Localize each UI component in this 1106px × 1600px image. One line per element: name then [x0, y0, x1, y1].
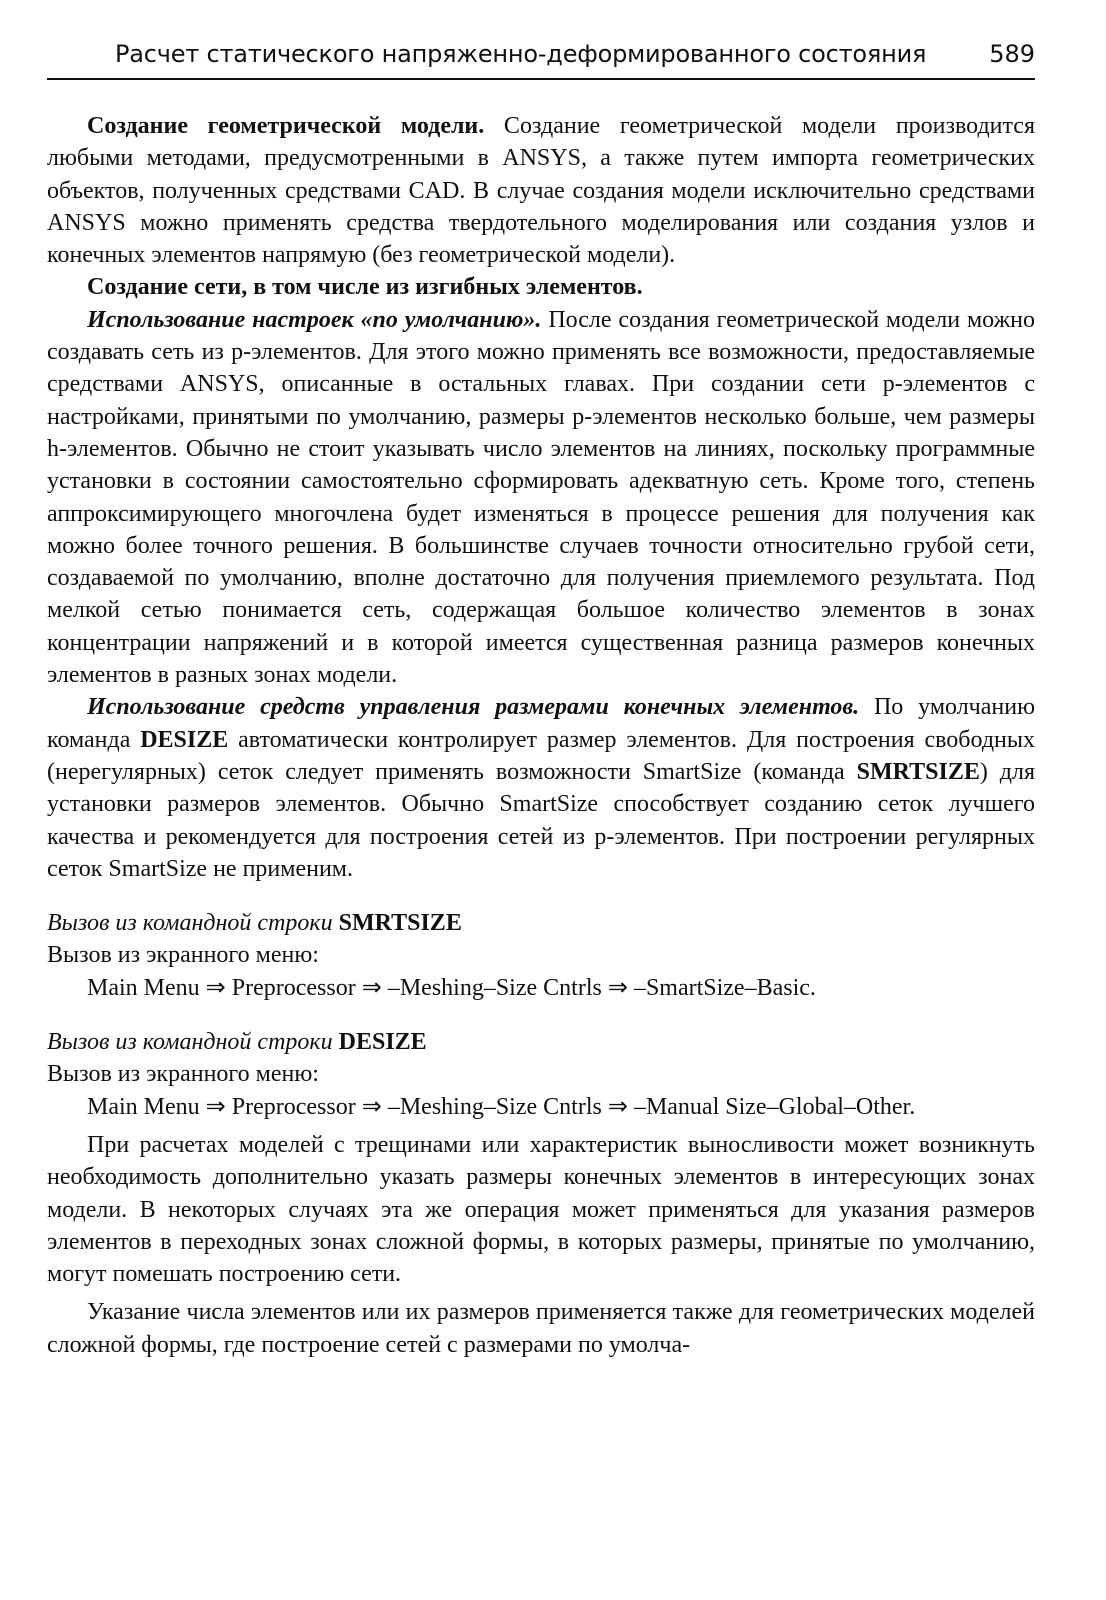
- spacer: [47, 1004, 1035, 1026]
- page-number: 589: [989, 40, 1035, 68]
- paragraph-mesh: [47, 271, 1035, 303]
- desize-menu-label: Вызов из экранного меню:: [47, 1061, 319, 1088]
- running-header-title: Расчет статического напряженно-деформированного состояния: [115, 40, 927, 68]
- page-body: [47, 110, 1035, 1361]
- paragraph-geometry: [47, 110, 1035, 271]
- desize-command-line: [47, 1026, 1035, 1058]
- smrtsize-command-name: SMRTSIZE: [338, 910, 462, 937]
- smrtsize-menu-label: Вызов из экранного меню:: [47, 942, 319, 969]
- spacer: [47, 885, 1035, 907]
- desize-command-name: DESIZE: [338, 1029, 427, 1056]
- desize-menu-path: Main Menu ⇒ Preprocessor ⇒ –Meshing–Size Cntrls ⇒ –Manual Size–Global–Other.: [87, 1093, 916, 1120]
- paragraph-defaults: [47, 304, 1035, 692]
- closing-paragraph-2: Указание числа элементов или их размеров применяется также для геометрических моделей сложной формы, где построение сетей с размерами по умолча-: [47, 1299, 1035, 1358]
- size-control-text-2: автоматически контролирует размер элементов. Для построения свободных (нерегулярных) сеток следует применять возможности SmartSize (команда: [47, 726, 1035, 785]
- heading-mesh: Создание сети, в том числе из изгибных элементов.: [87, 274, 643, 301]
- smrtsize-command-label: Вызов из командной строки: [47, 910, 333, 937]
- paragraph-geometry-text: Создание геометрической модели производится любыми методами, предусмотренными в ANSYS, а также путем импорта геометрических объектов, полученных средствами CAD. В случае создания модели исключительно средствами ANSYS можно применять средства твердотельного моделирования или создания узлов и конечных элементов напрямую (без геометрической модели).: [47, 113, 1035, 269]
- running-header: [47, 34, 1035, 80]
- smrtsize-menu-path: Main Menu ⇒ Preprocessor ⇒ –Meshing–Size Cntrls ⇒ –SmartSize–Basic.: [87, 974, 816, 1001]
- heading-defaults: Использование настроек «по умолчанию».: [87, 306, 542, 333]
- size-control-text-1: По умолчанию команда: [47, 694, 1036, 753]
- command-desize-inline: DESIZE: [140, 726, 229, 753]
- size-control-text-3: ) для установки размеров элементов. Обычно SmartSize способствует созданию сеток лучшего качества и рекомендуется для построения сетей из p-элементов. При построении регулярных сеток SmartSize не применим.: [47, 758, 1036, 882]
- paragraph-defaults-text: После создания геометрической модели можно создавать сеть из p-элементов. Для этого можно применять все возможности, предоставляемые средствами ANSYS, описанные в остальных главах. При создании сети p-элементов с настройками, принятыми по умолчанию, размеры p-элементов несколько больше, чем размеры h-элементов. Обычно не стоит указывать число элементов на линиях, поскольку программные установки в состоянии самостоятельно сформировать адекватную сеть. Кроме того, степень аппроксимирующего многочлена будет изменяться в процессе решения для получения как можно более точного решения. В большинстве случаев точности относительно грубой сети, создаваемой по умолчанию, вполне достаточно для получения приемлемого результата. Под мелкой сетью понимается сеть, содержащая большое количество элементов в зонах концентрации напряжений и в которой имеется существенная разница размеров конечных элементов в разных зонах модели.: [47, 306, 1036, 689]
- page: [47, 0, 1035, 1600]
- command-smrtsize-inline: SMRTSIZE: [856, 758, 980, 785]
- heading-size-control: Использование средств управления размерами конечных элементов.: [87, 694, 860, 721]
- closing-paragraph-1: При расчетах моделей с трещинами или характеристик выносливости может возникнуть необходимость дополнительно указать размеры конечных элементов в интересующих зонах модели. В некоторых случаях эта же операция может применяться для указания размеров элементов в переходных зонах сложной формы, в которых размеры, принятые по умолчанию, могут помешать построению сети.: [47, 1131, 1035, 1288]
- desize-command-label: Вызов из командной строки: [47, 1029, 333, 1056]
- smrtsize-command-line: [47, 907, 1035, 939]
- paragraph-size-control: [47, 691, 1035, 885]
- heading-geometry: Создание геометрической модели.: [87, 113, 485, 139]
